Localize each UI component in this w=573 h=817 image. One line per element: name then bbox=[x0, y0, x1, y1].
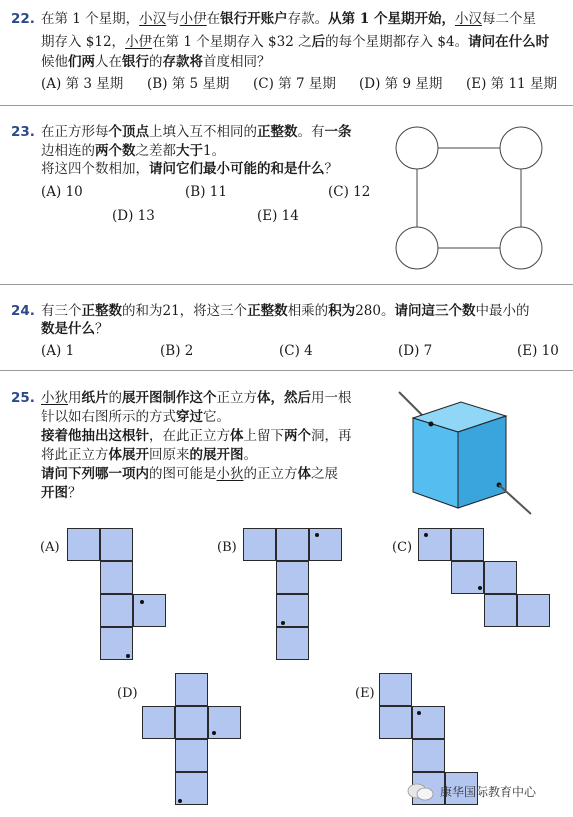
net-label-c: (C) bbox=[392, 540, 413, 555]
q23-option-b: (B) 11 bbox=[185, 184, 227, 200]
q24-option-c: (C) 4 bbox=[279, 343, 313, 359]
q23-option-d: (D) 13 bbox=[112, 208, 155, 224]
question-number: 25. bbox=[11, 390, 35, 406]
q25-text-line-2: 针以如右图所示的方式穿过它。 bbox=[41, 409, 230, 425]
q22-text-line-2: 期存入 $12，小伊在第 1 个星期存入 $32 之后的每个星期都存入 $4。请问在什么时 bbox=[41, 34, 550, 50]
watermark-text: 康华国际教育中心 bbox=[440, 785, 537, 799]
net-label-b: (B) bbox=[217, 540, 237, 555]
q24-option-d: (D) 7 bbox=[398, 343, 433, 359]
q25-text-line-3: 接着他抽出这根针，在此正立方体上留下两个洞，再 bbox=[41, 428, 352, 444]
q25-text-line-5: 请问下列哪一项内的图可能是小狄的正立方体之展 bbox=[41, 466, 338, 482]
pierced-cube-illustration bbox=[395, 388, 540, 518]
q25-text-line-6: 开图？ bbox=[41, 485, 82, 501]
question-number: 24. bbox=[11, 303, 35, 319]
q25-text-line-4: 将此正立方体展开回原来的展开图。 bbox=[41, 447, 257, 463]
q22-option-d: (D) 第 9 星期 bbox=[359, 76, 443, 92]
q23-text-line-1: 在正方形每个顶点上填入互不相同的正整数。有一条 bbox=[41, 124, 352, 140]
q22-option-b: (B) 第 5 星期 bbox=[147, 76, 230, 92]
q22-option-a: (A) 第 3 星期 bbox=[41, 76, 124, 92]
q24-text-line-2: 数是什么？ bbox=[41, 321, 109, 337]
q23-text-line-3: 将这四个数相加，请问它们最小可能的和是什么？ bbox=[41, 161, 338, 177]
question-number: 23. bbox=[11, 124, 35, 140]
divider bbox=[0, 284, 573, 285]
divider bbox=[0, 370, 573, 371]
vertex-circle bbox=[500, 227, 542, 269]
vertex-circle bbox=[396, 127, 438, 169]
q22-text-line-3: 候他们两人在银行的存款将首度相同？ bbox=[41, 54, 271, 70]
net-label-d: (D) bbox=[117, 686, 138, 701]
question-number: 22. bbox=[11, 11, 35, 27]
vertex-circle bbox=[500, 127, 542, 169]
q24-option-b: (B) 2 bbox=[160, 343, 194, 359]
square-vertex-diagram bbox=[390, 124, 550, 274]
q24-text-line-1: 有三个正整数的和为21，将这三个正整数相乘的积为280。请问這三个数中最小的 bbox=[41, 303, 530, 319]
vertex-circle bbox=[396, 227, 438, 269]
q24-option-e: (E) 10 bbox=[517, 343, 559, 359]
wechat-logo-icon bbox=[407, 782, 435, 802]
q22-text-line-1: 在第 1 个星期，小汉与小伊在银行开账户存款。从第 1 个星期开始，小汉每二个星 bbox=[41, 11, 536, 27]
q23-option-a: (A) 10 bbox=[41, 184, 83, 200]
net-label-e: (E) bbox=[355, 686, 375, 701]
q23-option-c: (C) 12 bbox=[328, 184, 371, 200]
q22-option-c: (C) 第 7 星期 bbox=[253, 76, 336, 92]
q22-option-e: (E) 第 11 星期 bbox=[466, 76, 557, 92]
q23-option-e: (E) 14 bbox=[257, 208, 299, 224]
q23-text-line-2: 边相连的两个数之差都大于1。 bbox=[41, 143, 226, 159]
divider bbox=[0, 105, 573, 106]
q24-option-a: (A) 1 bbox=[41, 343, 75, 359]
net-label-a: (A) bbox=[40, 540, 60, 555]
q25-text-line-1: 小狄用纸片的展开图制作这个正立方体，然后用一根 bbox=[41, 390, 352, 406]
